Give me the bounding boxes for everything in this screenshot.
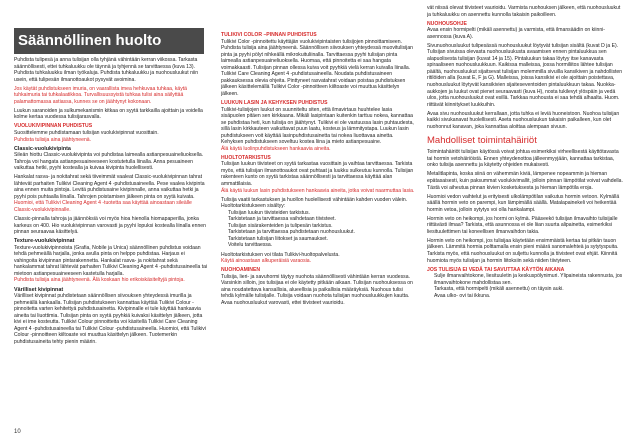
soapstone-cleaning-heading: VUOLUKIVIPINNAN PUHDISTUS — [14, 123, 93, 130]
list-item: • Tulisijan sisärakenteiden ja tulipesän tarkistus. — [228, 223, 415, 230]
door-glass-warning: Älä käytä luolinpuhdistukseen hankaavia aineita. — [221, 145, 331, 152]
sweep-instructions-1: Avaa ensin hormipelti (mikäli asennettu) ja varmista, että ilmansäädin on kiinni-asennossa (kuva A). — [427, 27, 605, 40]
smoke-heading: JOS TULISIJA EI VEDÄ TAI SAVUTTAA KÄYTÖN AIKANA — [427, 266, 565, 273]
classic-heading: Classic-vuolukivipinta — [14, 145, 71, 152]
colour-stone-heading: Värilliset kivipinnat — [14, 286, 64, 293]
continued-paragraph: vät niissä olevat tiivisteet vaurioidu. Varmista nuohouksen jälkeen, että nuohousluukut ja tuhkaluukku on asennettu kunnolla takaisin paikoilleen. — [427, 5, 621, 18]
texture-heading: Texture-vuolukivipinnat — [14, 238, 75, 245]
list-item: • Sulje ilmanvaihtokone, liesituuletin ja keskuspölynimuri. Ylipaineista rakennusta, jos ilmanvaihtokone mahdollistaa sen. — [434, 273, 623, 286]
list-item: • Avaa ulko- ovi tai ikkuna. — [434, 293, 623, 300]
service-check-paragraph-3: Huoltotarkistuksen voi tilata Tulikivi-huoltopalvelusta. — [221, 251, 340, 258]
malfunction-paragraph-2: Metalitlapinta, koska siinä on vähemmän kiviä, lämpenee nopeammin ja hieman epätasaisesti, kuin paksummat vuolukivimallit, jolloin pinnan lämpötilat voivat vaihdella. Tästä voi aiheutua pinnan kivien kosketuksesta ja hieman lämpötila eroja. — [427, 171, 623, 191]
texture-warning: Puhdista tulisija aina jäähtyneenä. Älä koskaan hio erikoiskäsiteltyjä pintoja. — [14, 277, 185, 284]
malfunction-paragraph-4: Hormin veto on heikompi, jos hormi on kylmä. Pääseekö tulisijan ilmavaihto tulisijalle riittävästi ilmaa? Tarkista, että asunnossa ei ole liian suurta alipainetta, esimerkiksi liesituulettimen tai koneellisen ilmanvaihdon takia. — [427, 215, 618, 235]
page-title: Säännöllinen huolto — [14, 28, 204, 54]
service-check-warning: Älä käytä luukun lasin puhdistukseen hankaavia aineita, jotka voivat naarmuttaa lasia. — [221, 187, 415, 194]
sweep-instructions-heading: NUOHOUSOHJE — [427, 20, 467, 27]
soapstone-cleaning-text: Suosittelemme puhdistamaan tulisijan vuolukivipinnat vuosittain. — [14, 129, 159, 136]
service-check-heading: HUOLTOTARKISTUS — [221, 154, 271, 161]
soapstone-cleaning-warning: Puhdista tulisija aina jäähtyneenä. — [14, 136, 92, 143]
list-item: • Tarkistetaan ja tarvittaessa puhdistetaan nuohousluukut. — [228, 229, 415, 236]
malfunction-paragraph-3: Huomioi vedon vaihtelut ja erityisesti ulkolämpötilan vaikutus hormin vetoon. Kylmällä säällä hormin veto on parempi, kun lämpimällä säällä. Matalapainekeli voi heikentää hormin vetoa, jolloin sytytys voi olla hankalampi. — [427, 193, 620, 213]
intro-paragraph: Puhdista tulipesä ja anna tulisijan olla tyhjänä vähintään kerran viikossa. Tarkasta säännöllisesti, ettei tuhkaluukku ole täynnä ja tyhjennä se tarvittaessa (kuva 13). Puhdista tuhkaluukku ilman työkaluja. Puhdista tuhkaluukku ja nuohousluukut niin usein, että tulipesän ilmanottoaukot pysyvät avoimina. — [14, 57, 199, 83]
classic-paragraph-1: Sileän hiottu Classic-vuolukivipinta voi puhdistaa laimealla astianpesuaineliuoksella. Tahroja voi hangata astianpesuaineeseen kostutetulla liinalla. Anna pesuaineen vaikuttaa hetki, pyyhi kostealla ja kuivaa kivipinta huolellisesti. — [14, 152, 204, 172]
service-check-warning-2: Käytä ainoastaan alkuperäisiä varaosia. — [221, 258, 312, 265]
texture-paragraph: Texture-vuolukivipinnoista (Grafia, Nobile ja Unica) säännöllinen puhdistus voidaan tehdä pehmeällä harjalla, jonka avulla pinta on helppo puhdistaa. Harjaus ei vahingoita kivipinnan pintarakennetta. Hankalat rasva- ja nokitahrat sekä hankalammat tahrat lähtevät parhaiten Tulikivi Cleaning Agent 4 -puhdistusaineella tai mietoon astianpesuaineeseen kastetulla harjalla. — [14, 244, 208, 277]
intro-warning: Jos käytät puhdistukseen imuria, on vaarallista imea hehkuvaa tuhkaa, käytä tuhkaimuria tai tuhkalaatikkoa. Turvallisuussyistä tuhkaa tulisi aina säilyttää palamattomassa astiassa, kunnes se on jäähtynyt kokonaan. — [14, 85, 188, 105]
classic-paragraph-3: Classic-pinnalla tahroja ja jäännöksiä voi myös hioa hienolla hiomapaperilla, jonka karkeus on 400. Hio vuolukivipinnan varovasti ja pyyhi lopuksi kostealla liinalla ennen pinnan seuraavaa käsittelyä. — [14, 216, 206, 236]
classic-warning: Huomioi, että Tulikivi Cleaning Agent 4 -tuotetta saa käyttää ainoastaan sileälle Classic-vuolukivipinnalle. — [14, 200, 192, 213]
page-number: 10 — [14, 429, 21, 435]
service-check-paragraph-1: Tulisijan luukun tiivisteet on syytä tarkastaa vuosittain ja vaihtaa tarvittaessa. Tarkista myös, että tulisijan ilmanottoaukot ovat puhtaat ja luukku sulkeutuu kunnolla. Tulisijan rakenteen kunto on syytä tarkistaa säännöllisesti ja tarvittaessa käyttää alan ammattilaisia. — [221, 161, 414, 188]
hinge-paragraph: Luukun saranoiden ja sulkumekanismin kitkaa on syytä tarkkailla ajoittain ja voidella kolme kertaa vuodessa tulisijarasvalla. — [14, 107, 203, 121]
column-right — [427, 5, 623, 440]
malfunction-heading: Mahdolliset toimintahäiriöt — [427, 135, 537, 147]
sweep-instructions-3: Avaa sivu nuohousluukut kerrallaan, jotta tuhka ei leviä huoneistoon. Nuohoa tulisijan kaikki sivukanavat huolellisesti. Aseta nuohousluukun takaisin paikalleen, kun olet nuohonnut kanavan, joka kannattaa aloittaa alempaan sivuun. — [427, 110, 620, 130]
colour-clean-heading: TULIKIVI COLOR –PINNAN PUHDISTUS — [221, 32, 317, 38]
malfunction-paragraph-5: Hormin veto on heikompi, jos tulisijaa käytetään ensimmäistä kertaa tai pitkän tauon jälkeen. Lämmitä hormia polttamalla ensin pieni määrä sanomalehteä ja sytytyspuita. Tarkista myös, että nuohousluukut on suljettu kunnolla ja tiivisteet ovat ehjät. Kiinnitä huomiota myös tulisijan ja hormin liitoksiin sekä niiden tiiviyteen. — [427, 237, 619, 264]
colour-stone-paragraph: Värilliset kivipinnat puhdistetaan säännöllisen siivouksen yhteydessä imurilla ja pehmeällä kankaalla. Tulisijan puhdistukseen kannattaa käyttää Tulikivi Colour -pinnoitetta varten kehitettyä puhdistusainetta. Kivipinnalle ei tule käyttää hankaavia aineita tai liuottimia. Tulisijan pinta on syytä pyyhkiä kuivaksi käsittelyn jälkeen, jotta kivi ei ime kosteutta. Tulikivi Colour pinnoitteita voi käsitellä Tulikivi Care Cleaning Agent 4 -puhdistusaineella tai Tulikivi Colour -puhdistusaineella. Huomioi, että Tulikivi Colour -pinnoitteen kiiltoaste voi muuttua käsittelyn jälkeen. Tuotemerkin puhdistusaineita tehty pienin määrin. — [14, 293, 206, 345]
classic-paragraph-2: Hankalat rasva- ja nokitahrat sekä tiiveimmät vaaleat Classic-vuolukivipinnan tahrat lähtevät parhaiten Tulikivi Cleaning Agent 4 -puhdistusaineella. Pese vaalea kivipinta aina ennen muita pintoja. Levitä puhdistusaine kivipinnalle, anna vaikuttaa hetki ja pyyhi pois puhtaalla liinalla. Tahrojen poistamisen jälkeen pinta on syytä kuivata. — [14, 174, 205, 200]
column-middle — [221, 30, 415, 440]
door-glass-heading: LUUKUN LASIN JA KEHYKSEN PUHDISTUS — [221, 99, 328, 106]
column-left — [14, 57, 208, 440]
list-item: • Tarkistetaan ja tarvittaessa vaihdetaan tiivisteet. — [228, 216, 415, 223]
list-item: • Tarkistetaan tulisijan liitokset ja saumaukset. — [228, 236, 415, 243]
door-glass-paragraph: Tulikivi-tulisijojen luukut on suunniteltu siten, että ilmavirtaus huuhtelee lasia sisäpuolen pitäen sen kirkkaana. Mikäli lasipintaan kuitenkin tarttuu nokea, kannattaa se puhdistaa heti, kun tulisija on jäähtynyt. Tulikivi ei ole vastuussa lasin puhtaudesta, sillä lasin kirkkauteen vaikuttavat puun laatu, kosteus ja lämmitystapa. Luukun lasin puhdistukseen voit käyttää lasinpuhdistusainetta tai nokea liuottavaa ainetta. Kehyksen puhdistukseen soveltuu kostea liina ja mieto astianpesuaine. — [221, 106, 414, 146]
list-item: • Tarkasta, että hormipelti (mikäli asennettu) on täysin auki. — [434, 286, 623, 293]
list-item: • Voitelu tarvittaessa. — [228, 242, 415, 249]
smoke-list — [427, 273, 623, 299]
sweeping-paragraph: Tulisija, lieri- ja savuhormi täytyy nuohota säännöllisesti vähintään kerran vuodessa. Varsinkin silloin, jos tulisijaa ei ole käytetty pitkään aikaan. Tulisijan nuohouksessa on aina noudatettava kansallisia, alueellisia ja paikallisia määräyksiä. Nuohous tulisi tehdä kylmälle tulisijalle. Tulisija voidaan nuohota tulisijan nuohousluukkujen kautta. Avaa nuohousluukut varovasti, ettei tiivisteet vaurioidu. — [221, 273, 413, 306]
malfunction-paragraph-1: Toimintahäiriöt tulisijan käytössä voivat johtua esimerkiksi virheellisestä käyttötavasta tai hormin vetohäiriöistä. Ennen yhteydenottoa jälleenmyyjään, kannattaa tarkistaa, onko tulisija asennettu ja käytetty ohjeiden mukaisesti. — [427, 149, 619, 169]
service-check-paragraph-2: Tulisija vaatii tarkastuksen ja huollon huolellisesti vähintään kahden vuoden välein. Huoltotarkistukseen sisältyy: — [221, 196, 408, 210]
service-check-list — [221, 210, 415, 249]
sweeping-heading: NUOHOAMINEN — [221, 267, 261, 274]
list-item: • Tulisijan luukun tiivisteiden tarkistus. — [228, 210, 415, 217]
colour-clean-paragraph: Tulikivi Color -pinnoitettu käyttäjän vuolukivipintaisten tulisijojen pinnoittamiseen. Puhdista tulisija aina jäähtyneenä. Säännöllisen siivouksen yhteydessä muovitulisijan pinta ja pyyhi pölyt nihkeällä mikrokuituliinalla. Tarvittaessa pyyhi tulisijan pinta laimealla astianpesuaineliuoksella. Huomaa, että pinnoitetta ei saa hangata voimakkaasti. Tulisijan pinnan ollessa kuiva voit pyyhkiä vielä kerran kuivalla liinalla. Tulikivi Care Cleaning Agent 4 -puhdistusaineella. Noudata puhdistusaineen pakkauksessa olevia ohjeita. Pinttyneet rasvatahrat voidaan poistaa puhdistuksen jälkeen käsittelemällä Tulikivi Color -pinnoitteen kiiltoaste voi muuttua käsittelyn jälkeen. — [221, 38, 413, 97]
sweep-instructions-2: Sivunuohousluukut tulipesässä nuohousluukut löytyvät tulisijan sisältä (kuvat D ja E). Tulisijan sivuissa olevasta nuohousluukusta avaamisen ennen pintaluukkua sen alapuolisesta tulisijan (kuvat 14 ja 15). Pintaluukun takaa löytyy itse kanavasta spiraaliseen nuohousluukkuun. Kaikissa malleissa, jossa hormiliitos lähtee tulisijan päältä, nuohousluukut sijaitsevat tulisijan molemmilla sivuilla kansikiven ja nahdollisten ritilöiden alla (kuvat E, F ja G). Malleissa, joissa kansikivi ei ole ajoittain poistettava, nuohousluukut löytyvät kansikivien sijaiteseventoiden pintaluukkuun takaa. Nuokka-aukkojen ja luukut ovat pienet seuraavasti (kuva H), nosta tukilevyt ylöspäin ja vedä ulos, jotta nuohousluukut ovat esillä. Tarkkaa nuohousta ei saa tehdä alhaalta. Huom. riittävät kiinnitykset luukkuihin. — [427, 42, 623, 108]
